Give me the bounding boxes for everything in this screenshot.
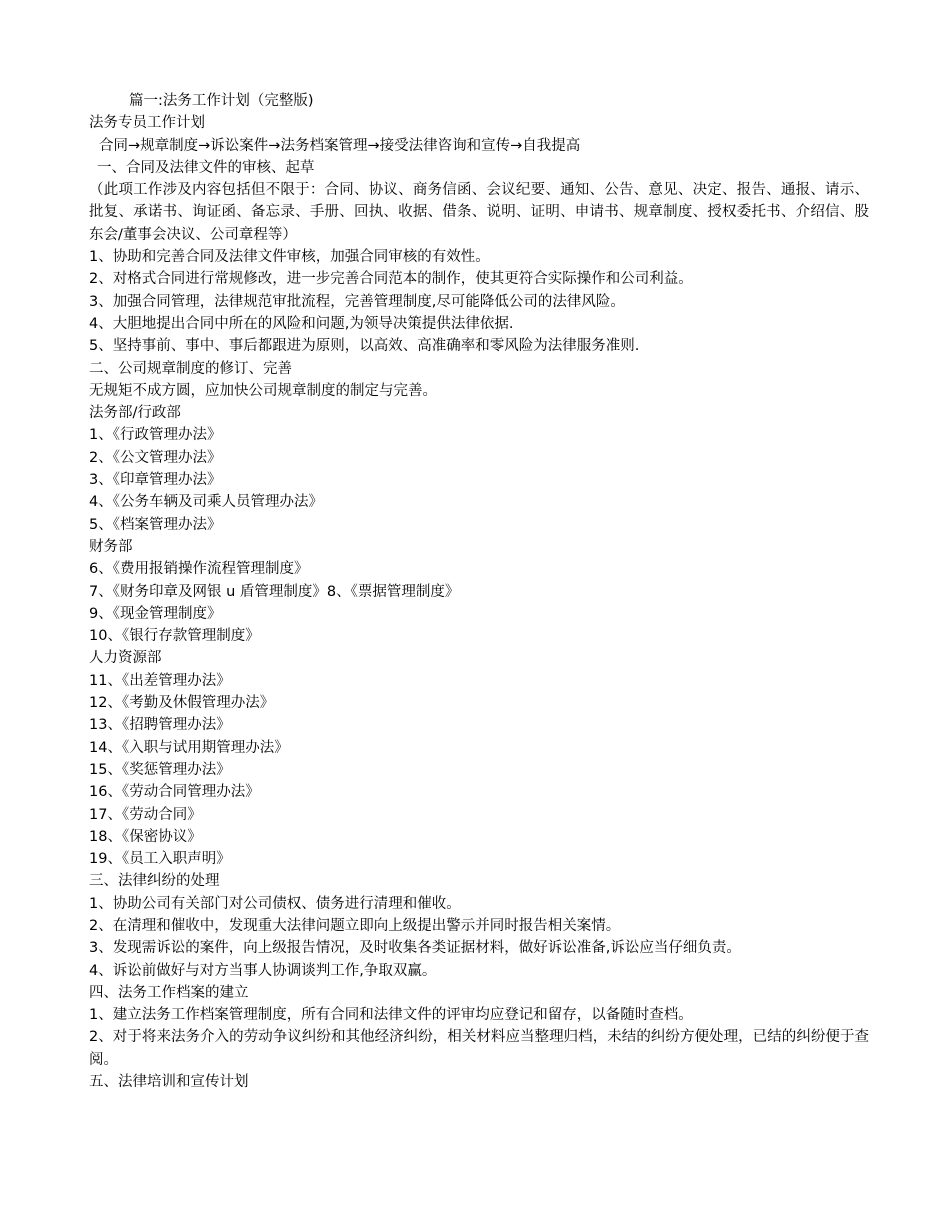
list-item: 2、对格式合同进行常规修改，进一步完善合同范本的制作，使其更符合实际操作和公司利益。 <box>89 271 693 288</box>
list-item: 6、《费用报销操作流程管理制度》 <box>89 561 309 578</box>
list-item: 15、《奖惩管理办法》 <box>89 761 231 778</box>
list-item: 2、《公文管理办法》 <box>89 449 222 466</box>
list-item: 1、建立法务工作档案管理制度，所有合同和法律文件的评审均应登记和留存，以备随时查档。 <box>89 1007 693 1024</box>
list-item: 16、《劳动合同管理办法》 <box>89 784 260 801</box>
document-subtitle: 法务专员工作计划 <box>89 115 205 132</box>
list-item: 3、加强合同管理，法律规范审批流程，完善管理制度,尽可能降低公司的法律风险。 <box>89 293 625 310</box>
list-item: 1、协助和完善合同及法律文件审核，加强合同审核的有效性。 <box>89 249 490 266</box>
section2-heading: 二、公司规章制度的修订、完善 <box>89 360 292 377</box>
list-item: 5、坚持事前、事中、事后都跟进为原则，以高效、高准确率和零风险为法律服务准则. <box>89 338 640 355</box>
list-item: 1、《行政管理办法》 <box>89 427 222 444</box>
section2-intro: 无规矩不成方圆，应加快公司规章制度的制定与完善。 <box>89 382 437 399</box>
section3-heading: 三、法律纠纷的处理 <box>89 873 220 890</box>
list-item: 5、《档案管理办法》 <box>89 516 222 533</box>
list-item: 3、发现需诉讼的案件，向上级报告情况，及时收集各类证据材料，做好诉讼准备,诉讼应当仔细负责。 <box>89 940 741 957</box>
section5-heading: 五、法律培训和宣传计划 <box>89 1074 249 1091</box>
department-hr: 人力资源部 <box>89 650 162 667</box>
list-item: 11、《出差管理办法》 <box>89 672 231 689</box>
list-item: 4、《公务车辆及司乘人员管理办法》 <box>89 494 323 511</box>
department-legal-admin: 法务部/行政部 <box>89 405 181 422</box>
list-item: 7、《财务印章及网银 u 盾管理制度》8、《票据管理制度》 <box>89 583 460 600</box>
list-item: 3、《印章管理办法》 <box>89 472 222 489</box>
list-item: 18、《保密协议》 <box>89 828 202 845</box>
list-item: 17、《劳动合同》 <box>89 806 202 823</box>
list-item: 12、《考勤及休假管理办法》 <box>89 695 275 712</box>
list-item: 10、《银行存款管理制度》 <box>89 628 260 645</box>
list-item: 14、《入职与试用期管理办法》 <box>89 739 289 756</box>
section1-heading: 一、合同及法律文件的审核、起草 <box>97 159 315 176</box>
list-item: 4、诉讼前做好与对方当事人协调谈判工作,争取双赢。 <box>89 962 437 979</box>
department-finance: 财务部 <box>89 538 133 555</box>
section1-note: （此项工作涉及内容包括但不限于：合同、协议、商务信函、会议纪要、通知、公告、意见、决定、报告、通报、请示、批复、承诺书、询证函、备忘录、手册、回执、收据、借条、说明、证明、申请书、规章制度、授权委托书、介绍信、股东会/董事会决议、公司章程等） <box>89 182 869 243</box>
list-item: 2、对于将来法务介入的劳动争议纠纷和其他经济纠纷，相关材料应当整理归档，未结的纠纷方便处理，已结的纠纷便于查阅。 <box>89 1029 869 1068</box>
workflow-line: 合同→规章制度→诉讼案件→法务档案管理→接受法律咨询和宣传→自我提高 <box>99 137 581 154</box>
document-title: 篇一:法务工作计划（完整版) <box>129 93 314 109</box>
document-body <box>89 90 869 1093</box>
list-item: 9、《现金管理制度》 <box>89 605 222 622</box>
list-item: 4、大胆地提出合同中所在的风险和问题,为领导决策提供法律依据. <box>89 315 514 332</box>
list-item: 19、《员工入职声明》 <box>89 851 231 868</box>
list-item: 1、协助公司有关部门对公司债权、债务进行清理和催收。 <box>89 895 461 912</box>
section4-heading: 四、法务工作档案的建立 <box>89 984 249 1001</box>
list-item: 13、《招聘管理办法》 <box>89 717 231 734</box>
list-item: 2、在清理和催收中，发现重大法律问题立即向上级提出警示并同时报告相关案情。 <box>89 917 621 934</box>
